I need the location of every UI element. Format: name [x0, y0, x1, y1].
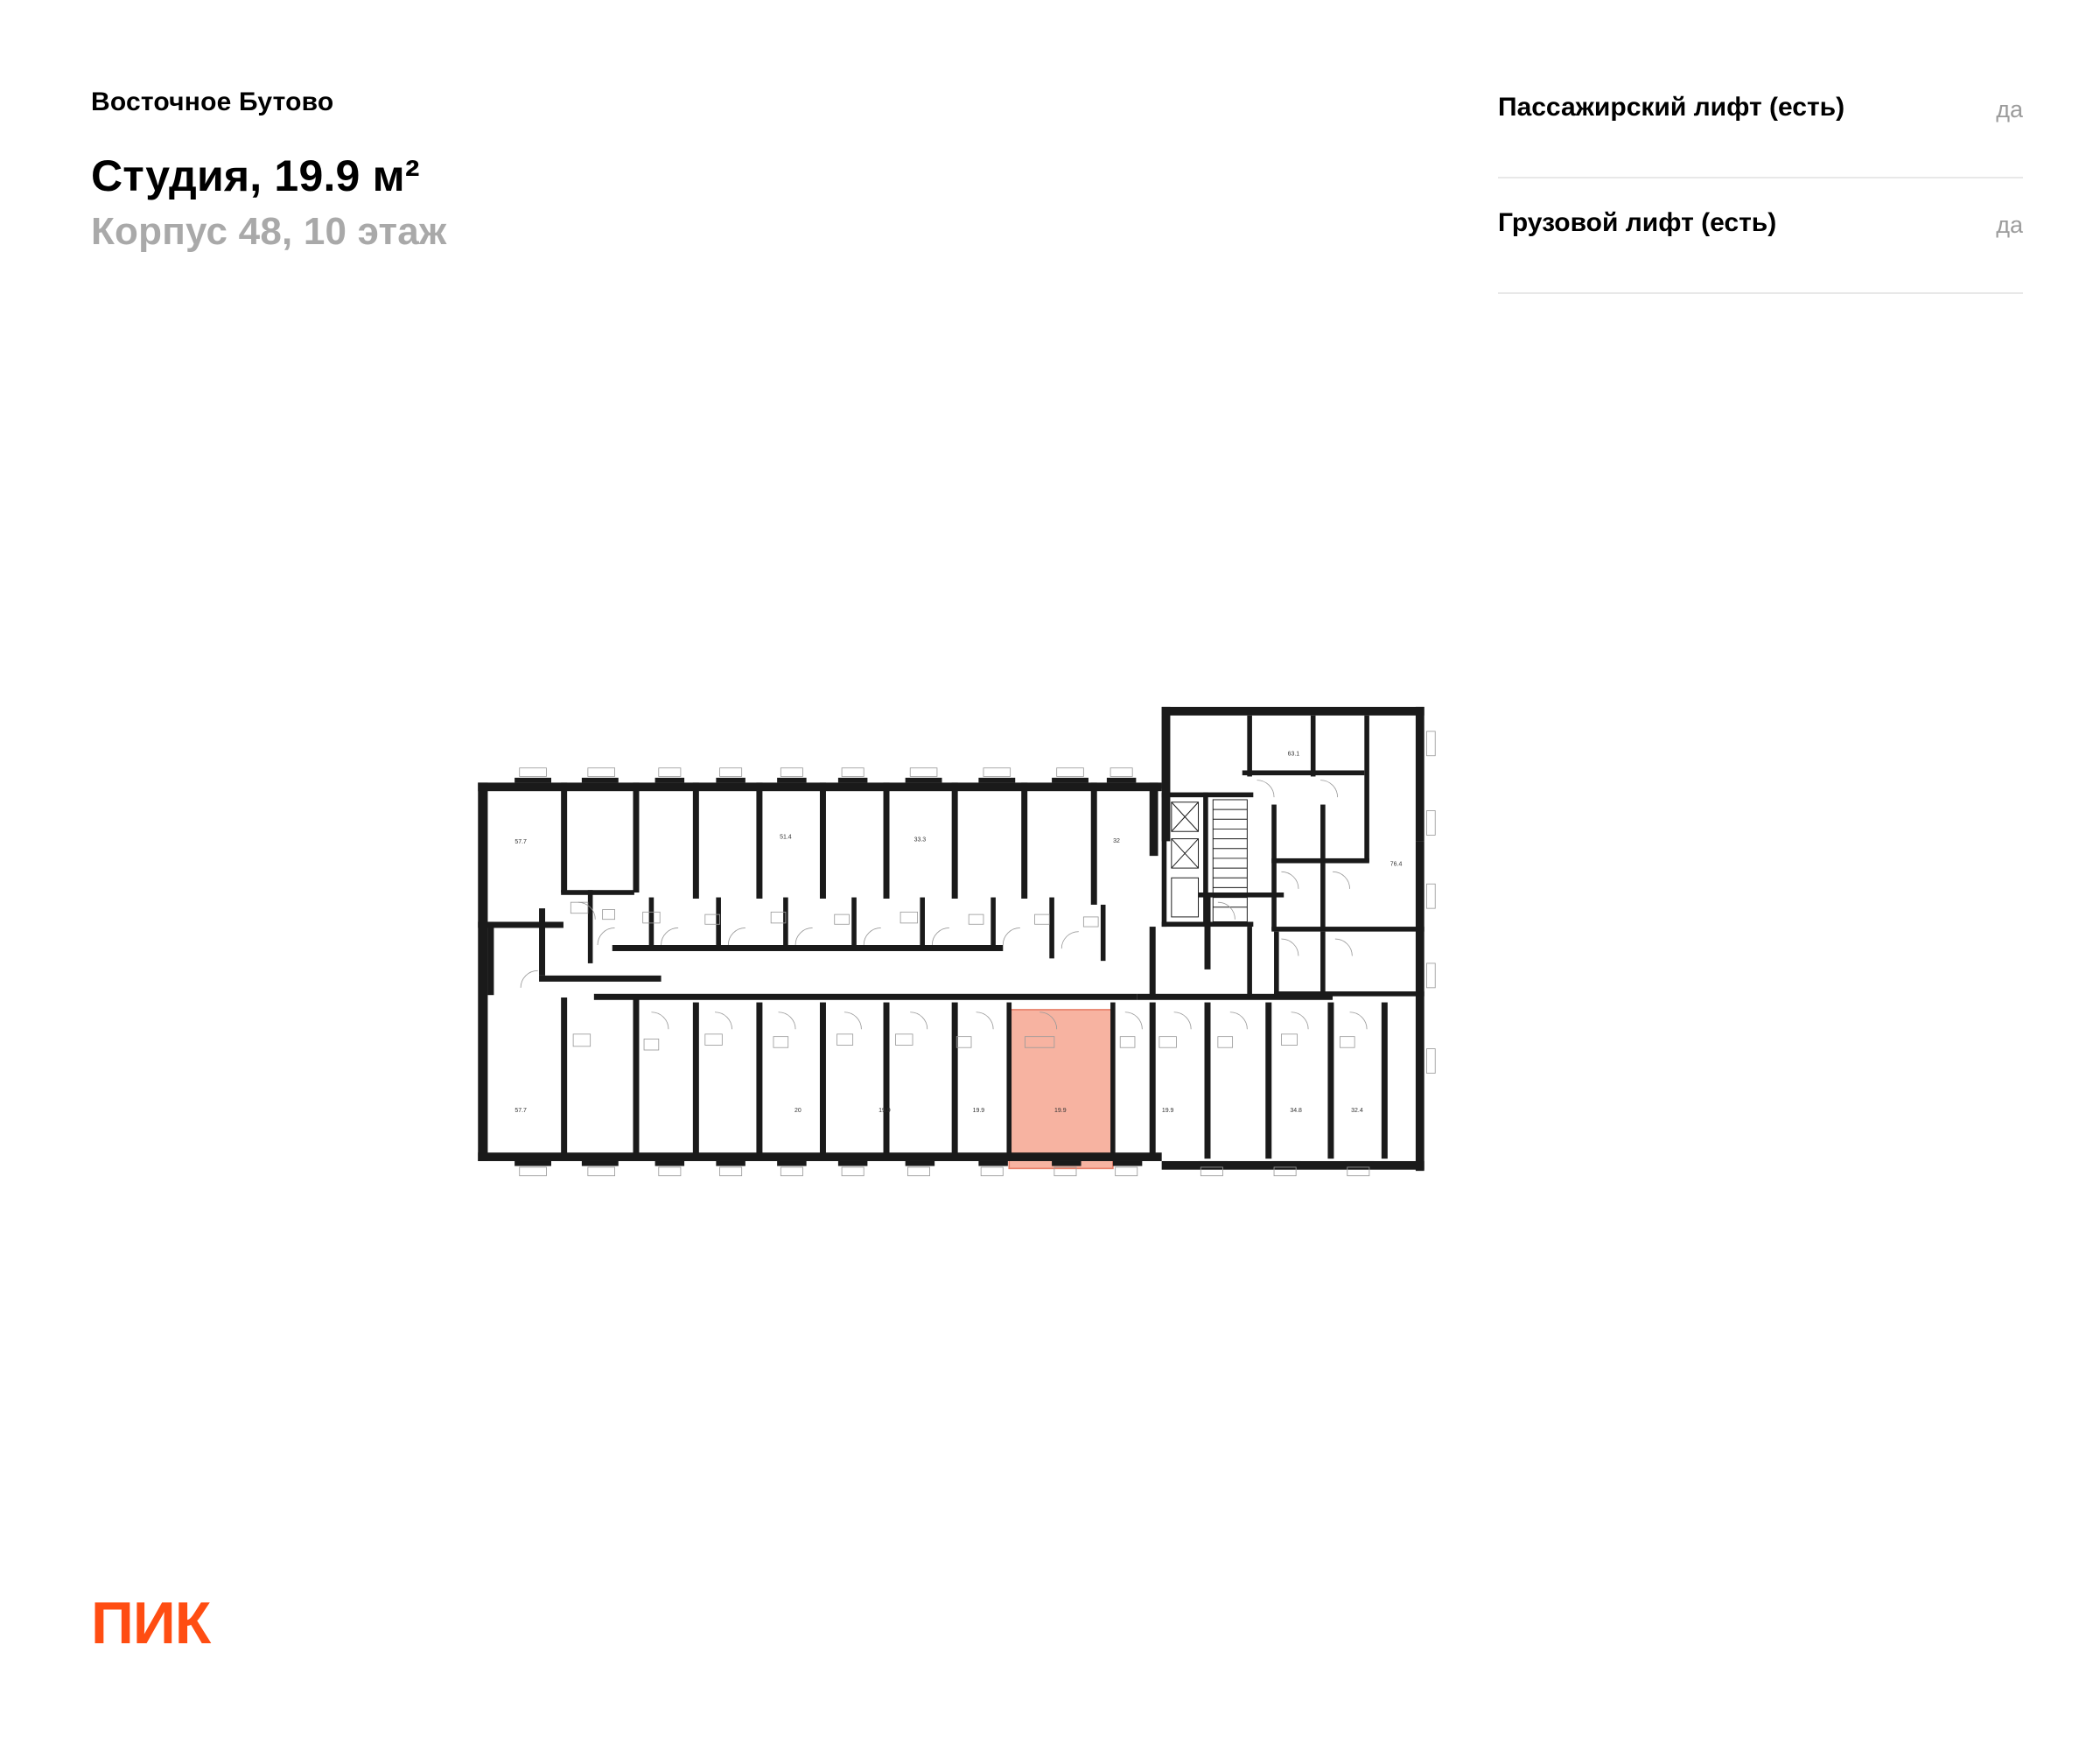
- pik-logo-text: ПИК: [91, 1590, 211, 1656]
- spec-row-passenger-lift: [1498, 63, 2023, 178]
- room-area-label: 51.4: [780, 834, 792, 841]
- pik-logo: [91, 1592, 275, 1654]
- spec-row-freight-lift: [1498, 178, 2023, 294]
- room-area-label: 33.3: [914, 836, 927, 844]
- room-area-label: 63.1: [1287, 751, 1300, 758]
- floor-plan: [420, 682, 1732, 1208]
- complex-name: Восточное Бутово: [91, 88, 334, 116]
- room-area-label: 19.9: [972, 1108, 985, 1115]
- room-area-label: 19.9: [878, 1108, 891, 1115]
- page-subtitle: Корпус 48, 10 этаж: [91, 210, 447, 253]
- spec-label: Грузовой лифт (есть): [1498, 208, 1777, 237]
- room-area-label: 19.9: [1054, 1108, 1067, 1115]
- room-area-label: 32.4: [1351, 1108, 1363, 1115]
- page-title: Студия, 19.9 м²: [91, 151, 420, 200]
- spec-value: да: [1996, 212, 2023, 238]
- spec-label: Пассажирский лифт (есть): [1498, 93, 1845, 122]
- spec-list: [1498, 63, 2023, 294]
- room-area-label: 32: [1113, 837, 1120, 844]
- room-area-label: 76.4: [1390, 861, 1403, 868]
- room-area-label: 34.8: [1290, 1108, 1302, 1115]
- room-area-label: 19.9: [1161, 1108, 1174, 1115]
- room-area-label: 57.7: [514, 839, 527, 846]
- selected-apartment-highlight[interactable]: [1009, 1010, 1113, 1168]
- room-area-label: 20: [794, 1108, 802, 1115]
- spec-value: да: [1996, 96, 2023, 122]
- room-area-label: 57.7: [514, 1108, 527, 1115]
